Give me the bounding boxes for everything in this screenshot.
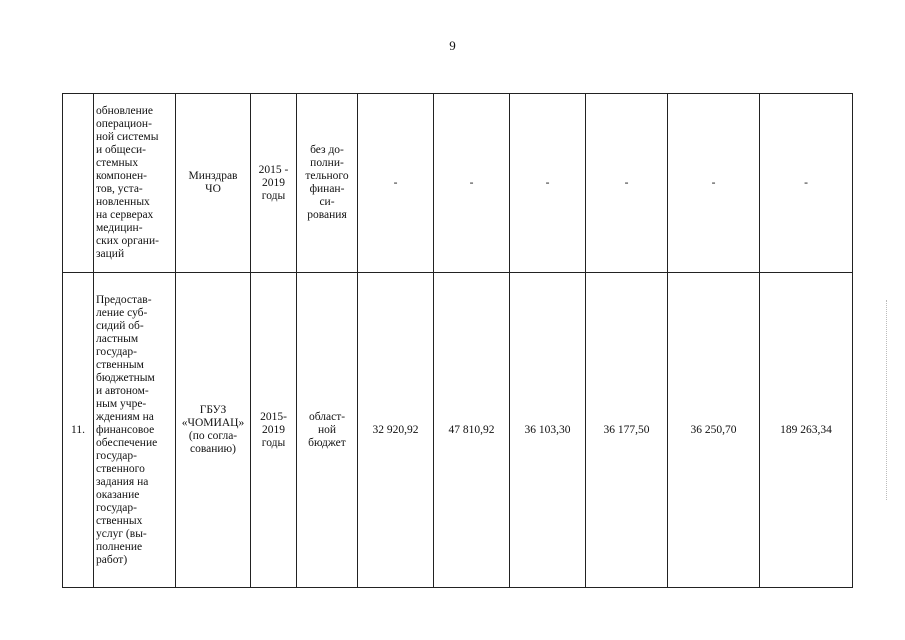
value-2015: - — [358, 94, 434, 273]
table-row — [63, 94, 853, 273]
budget-table — [62, 93, 853, 588]
period: 2015- 2019 годы — [251, 273, 297, 588]
value-2016: - — [434, 94, 510, 273]
value-2017: 36 103,30 — [510, 273, 586, 588]
value-2018: 36 177,50 — [586, 273, 668, 588]
page-number: 9 — [449, 38, 456, 53]
row-number — [63, 94, 94, 273]
row-number: 11. — [63, 273, 94, 588]
period: 2015 - 2019 годы — [251, 94, 297, 273]
funding-source: без до- полни- тельного финан- си- рования — [297, 94, 358, 273]
value-total: - — [760, 94, 853, 273]
activity-description: Предостав- ление суб- сидий об- ластным государ- ственным бюджетным и автоном- ным учре- ждениям на финансовое обеспечение государ- ственного задания на оказание государ- ственных услуг (вы- полнение работ) — [94, 273, 176, 588]
value-2019: - — [668, 94, 760, 273]
value-2017: - — [510, 94, 586, 273]
activity-description: обновление операцион- ной системы и общеси- стемных компонен- тов, уста- новленных на серверах медицин- ских органи- заций — [94, 94, 176, 273]
scan-margin-marks — [886, 300, 889, 500]
value-total: 189 263,34 — [760, 273, 853, 588]
executor: Минздрав ЧО — [176, 94, 251, 273]
value-2019: 36 250,70 — [668, 273, 760, 588]
value-2018: - — [586, 94, 668, 273]
value-2016: 47 810,92 — [434, 273, 510, 588]
table-row — [63, 273, 853, 588]
executor: ГБУЗ «ЧОМИАЦ» (по согла- сованию) — [176, 273, 251, 588]
funding-source: област- ной бюджет — [297, 273, 358, 588]
value-2015: 32 920,92 — [358, 273, 434, 588]
